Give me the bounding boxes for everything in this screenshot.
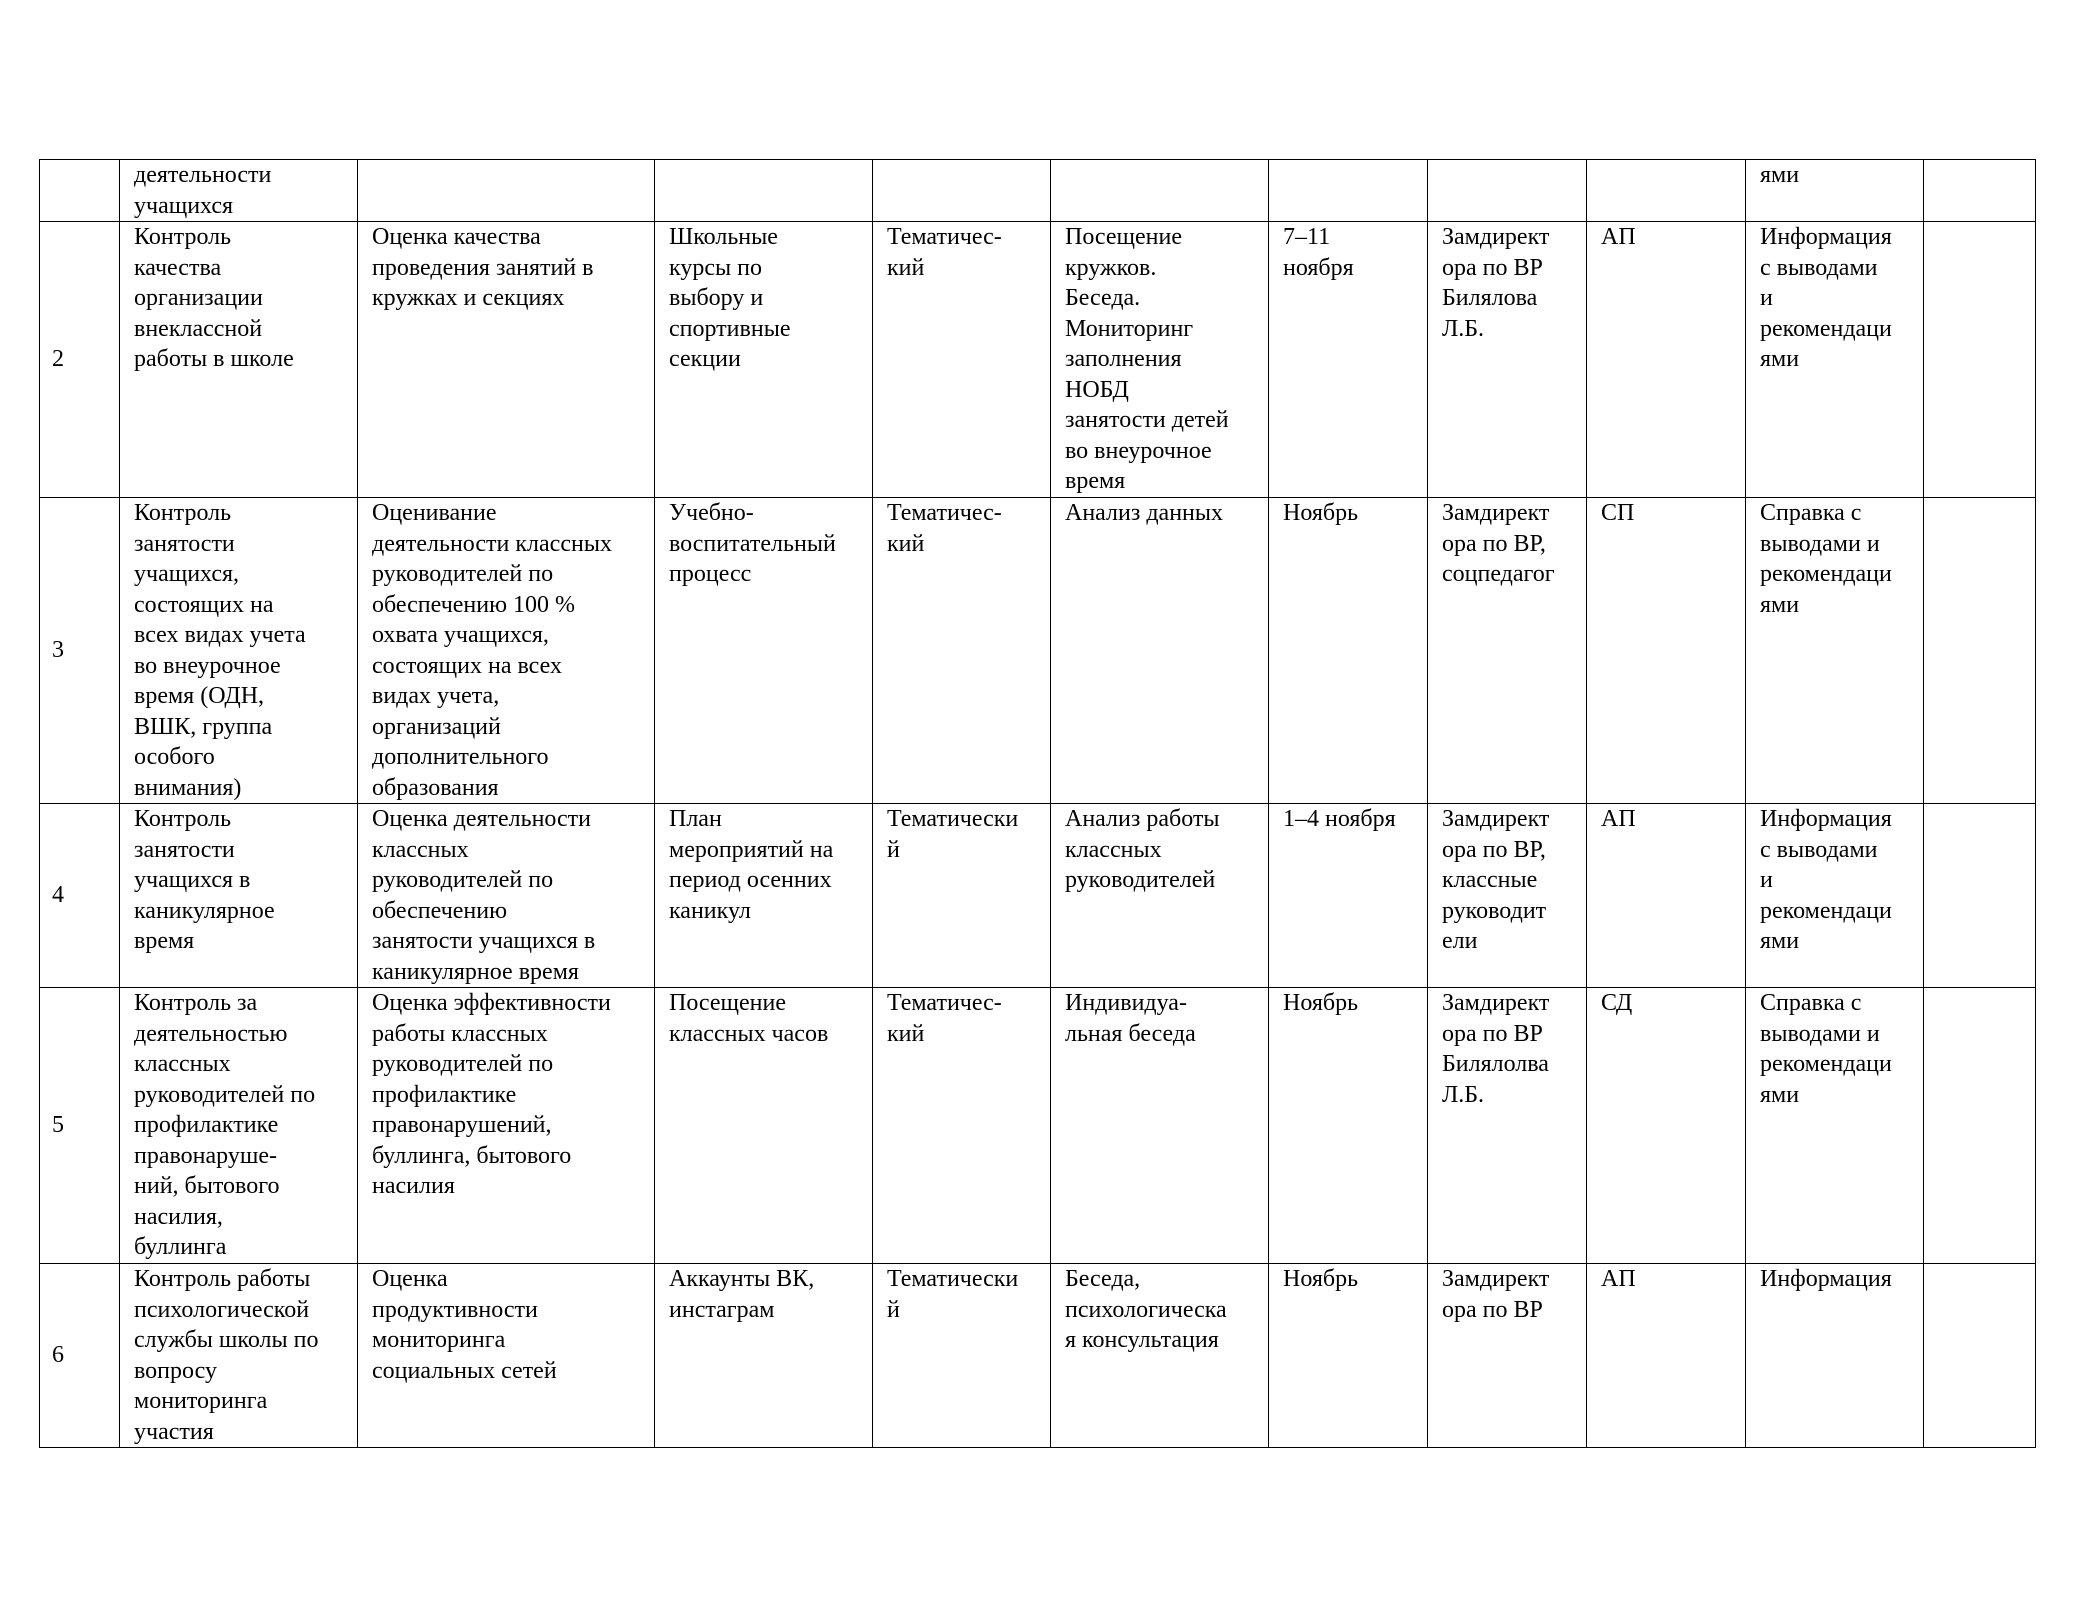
- cell-text: Тематичес- кий: [887, 224, 1002, 281]
- control-goal-cell: [358, 222, 655, 498]
- control-goal-cell: [358, 498, 655, 804]
- row-number-cell: [40, 222, 120, 498]
- cell-text: 1–4 ноября: [1283, 806, 1396, 832]
- row-number-cell: [40, 988, 120, 1264]
- table-row: [40, 160, 2036, 222]
- cell-text: Индивидуа- льная беседа: [1065, 990, 1196, 1047]
- row-number: 6: [52, 1342, 64, 1369]
- cell-text: Замдирект ора по ВР: [1442, 1266, 1550, 1323]
- cell-text: Тематичес- кий: [887, 500, 1002, 557]
- control-plan-table: [39, 159, 2036, 1448]
- cell-text: Контроль занятости учащихся, состоящих на всех видах учета во внеурочное время (ОДН, ВШК, группа особого внимания): [134, 500, 306, 801]
- row-number: 4: [52, 882, 64, 909]
- row-number: 2: [52, 346, 64, 373]
- responsible-cell: [1428, 804, 1587, 988]
- notes-cell: [1924, 988, 2036, 1264]
- cell-text: Оценивание деятельности классных руководителей по обеспечению 100 % охвата учащихся, состоящих на всех видах учета, организаций дополнительного образования: [372, 500, 612, 801]
- cell-text: Анализ данных: [1065, 500, 1224, 526]
- control-subject-cell: [120, 804, 358, 988]
- control-type-cell: [873, 804, 1051, 988]
- cell-text: Информация: [1760, 1266, 1892, 1292]
- row-number-cell: [40, 498, 120, 804]
- cell-text: Информация с выводами и рекомендаци ями: [1760, 224, 1892, 372]
- control-goal-cell: [358, 804, 655, 988]
- cell-text: АП: [1601, 806, 1636, 832]
- control-object-cell: [655, 498, 873, 804]
- review-place-cell: [1587, 222, 1746, 498]
- cell-text: Замдирект ора по ВР, соцпедагог: [1442, 500, 1555, 587]
- cell-text: Справка с выводами и рекомендаци ями: [1760, 990, 1892, 1108]
- cell-text: Тематически й: [887, 806, 1019, 863]
- control-object-cell: [655, 804, 873, 988]
- control-method-cell: [1051, 1264, 1269, 1448]
- control-dates-cell: [1269, 1264, 1428, 1448]
- control-goal-cell: [358, 160, 655, 222]
- notes-cell: [1924, 1264, 2036, 1448]
- control-object-cell: [655, 222, 873, 498]
- table-row: [40, 988, 2036, 1264]
- cell-text: Тематически й: [887, 1266, 1019, 1323]
- notes-cell: [1924, 222, 2036, 498]
- cell-text: Ноябрь: [1283, 500, 1359, 526]
- control-goal-cell: [358, 1264, 655, 1448]
- cell-text: Контроль занятости учащихся в каникулярное время: [134, 806, 275, 954]
- row-number: 3: [52, 637, 64, 664]
- cell-text: Замдирект ора по ВР Билялова Л.Б.: [1442, 224, 1550, 342]
- cell-text: Беседа, психологическа я консультация: [1065, 1266, 1227, 1353]
- responsible-cell: [1428, 988, 1587, 1264]
- cell-text: ями: [1760, 162, 1800, 188]
- responsible-cell: [1428, 222, 1587, 498]
- responsible-cell: [1428, 498, 1587, 804]
- control-type-cell: [873, 988, 1051, 1264]
- review-place-cell: [1587, 498, 1746, 804]
- control-subject-cell: [120, 498, 358, 804]
- control-type-cell: [873, 1264, 1051, 1448]
- cell-text: Замдирект ора по ВР Билялолва Л.Б.: [1442, 990, 1550, 1108]
- responsible-cell: [1428, 160, 1587, 222]
- review-place-cell: [1587, 804, 1746, 988]
- cell-text: Информация с выводами и рекомендаци ями: [1760, 806, 1892, 954]
- cell-text: АП: [1601, 224, 1636, 250]
- control-dates-cell: [1269, 498, 1428, 804]
- result-form-cell: [1746, 222, 1924, 498]
- result-form-cell: [1746, 498, 1924, 804]
- table-row: [40, 1264, 2036, 1448]
- control-object-cell: [655, 988, 873, 1264]
- table-row: [40, 804, 2036, 988]
- cell-text: Учебно- воспитательный процесс: [669, 500, 836, 587]
- control-type-cell: [873, 498, 1051, 804]
- control-dates-cell: [1269, 160, 1428, 222]
- control-method-cell: [1051, 804, 1269, 988]
- cell-text: Посещение классных часов: [669, 990, 829, 1047]
- cell-text: деятельности учащихся: [134, 162, 272, 219]
- cell-text: Оценка качества проведения занятий в кружках и секциях: [372, 224, 594, 311]
- control-object-cell: [655, 1264, 873, 1448]
- notes-cell: [1924, 804, 2036, 988]
- control-subject-cell: [120, 988, 358, 1264]
- control-type-cell: [873, 160, 1051, 222]
- row-number-cell: [40, 804, 120, 988]
- control-method-cell: [1051, 160, 1269, 222]
- control-goal-cell: [358, 988, 655, 1264]
- control-method-cell: [1051, 222, 1269, 498]
- cell-text: СП: [1601, 500, 1635, 526]
- control-dates-cell: [1269, 804, 1428, 988]
- control-dates-cell: [1269, 988, 1428, 1264]
- cell-text: Оценка продуктивности мониторинга социальных сетей: [372, 1266, 557, 1384]
- cell-text: СД: [1601, 990, 1633, 1016]
- review-place-cell: [1587, 160, 1746, 222]
- cell-text: Посещение кружков. Беседа. Мониторинг заполнения НОБД занятости детей во внеурочное время: [1065, 224, 1229, 494]
- cell-text: Ноябрь: [1283, 1266, 1359, 1292]
- row-number-cell: [40, 1264, 120, 1448]
- result-form-cell: [1746, 988, 1924, 1264]
- control-method-cell: [1051, 498, 1269, 804]
- control-object-cell: [655, 160, 873, 222]
- result-form-cell: [1746, 804, 1924, 988]
- cell-text: АП: [1601, 1266, 1636, 1292]
- cell-text: Контроль работы психологической службы школы по вопросу мониторинга участия: [134, 1266, 319, 1445]
- table-row: [40, 222, 2036, 498]
- notes-cell: [1924, 498, 2036, 804]
- review-place-cell: [1587, 1264, 1746, 1448]
- cell-text: Оценка деятельности классных руководителей по обеспечению занятости учащихся в каникулярное время: [372, 806, 596, 985]
- control-subject-cell: [120, 160, 358, 222]
- cell-text: Замдирект ора по ВР, классные руководит ели: [1442, 806, 1550, 954]
- notes-cell: [1924, 160, 2036, 222]
- control-dates-cell: [1269, 222, 1428, 498]
- result-form-cell: [1746, 1264, 1924, 1448]
- result-form-cell: [1746, 160, 1924, 222]
- cell-text: Справка с выводами и рекомендаци ями: [1760, 500, 1892, 618]
- cell-text: Ноябрь: [1283, 990, 1359, 1016]
- cell-text: Аккаунты ВК, инстаграм: [669, 1266, 815, 1323]
- review-place-cell: [1587, 988, 1746, 1264]
- row-number: 5: [52, 1112, 64, 1139]
- row-number-cell: [40, 160, 120, 222]
- control-subject-cell: [120, 1264, 358, 1448]
- control-type-cell: [873, 222, 1051, 498]
- cell-text: План мероприятий на период осенних каникул: [669, 806, 834, 924]
- cell-text: Анализ работы классных руководителей: [1065, 806, 1220, 893]
- control-subject-cell: [120, 222, 358, 498]
- cell-text: Тематичес- кий: [887, 990, 1002, 1047]
- cell-text: Школьные курсы по выбору и спортивные секции: [669, 224, 791, 372]
- cell-text: Контроль за деятельностью классных руководителей по профилактике правонаруше- ний, бытового насилия, буллинга: [134, 990, 316, 1260]
- cell-text: Оценка эффективности работы классных руководителей по профилактике правонарушений, буллинга, бытового насилия: [372, 990, 611, 1199]
- cell-text: Контроль качества организации внеклассной работы в школе: [134, 224, 294, 372]
- responsible-cell: [1428, 1264, 1587, 1448]
- cell-text: 7–11 ноября: [1283, 224, 1354, 281]
- control-method-cell: [1051, 988, 1269, 1264]
- table-row: [40, 498, 2036, 804]
